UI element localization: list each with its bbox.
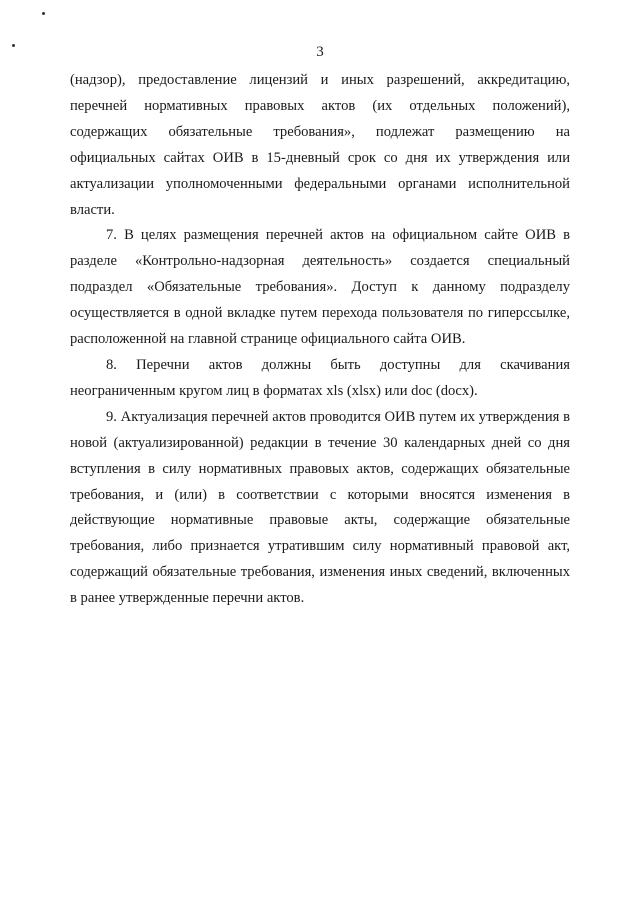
paragraph-7: 7. В целях размещения перечней актов на официальном сайте ОИВ в разделе «Контрольно-надзорная деятельность» создается специальный подраздел «Обязательные требования». Доступ к данному подразделу осуществляется в одной вкладке путем перехода пользователя по гиперссылке, расположенной на главной странице официального сайта ОИВ.	[70, 227, 570, 348]
page-number: 3	[316, 44, 324, 60]
paragraph-9: 9. Актуализация перечней актов проводится ОИВ путем их утверждения в новой (актуализированной) редакции в течение 30 календарных дней со дня вступления в силу нормативных правовых актов, содержащих обязательные требования, и (или) в соответствии с которыми вносятся изменения в действующие нормативные правовые акты, содержащие обязательные требования, либо признается утратившим силу нормативный правовой акт, содержащий обязательные требования, изменения иных сведений, включенных в ранее утвержденные перечни актов.	[70, 408, 570, 607]
scan-speck	[42, 12, 45, 15]
paragraph-8: 8. Перечни актов должны быть доступны для скачивания неограниченным кругом лиц в форматах xls (xlsx) или doc (docx).	[70, 356, 570, 399]
document-body	[70, 68, 570, 612]
paragraph-continuation: (надзор), предоставление лицензий и иных разрешений, аккредитацию, перечней нормативных правовых актов (их отдельных положений), содержащих обязательные требования», подлежат размещению на официальных сайтах ОИВ в 15-дневный срок со дня их утверждения или актуализации уполномоченными федеральными органами исполнительной власти.	[70, 72, 570, 218]
